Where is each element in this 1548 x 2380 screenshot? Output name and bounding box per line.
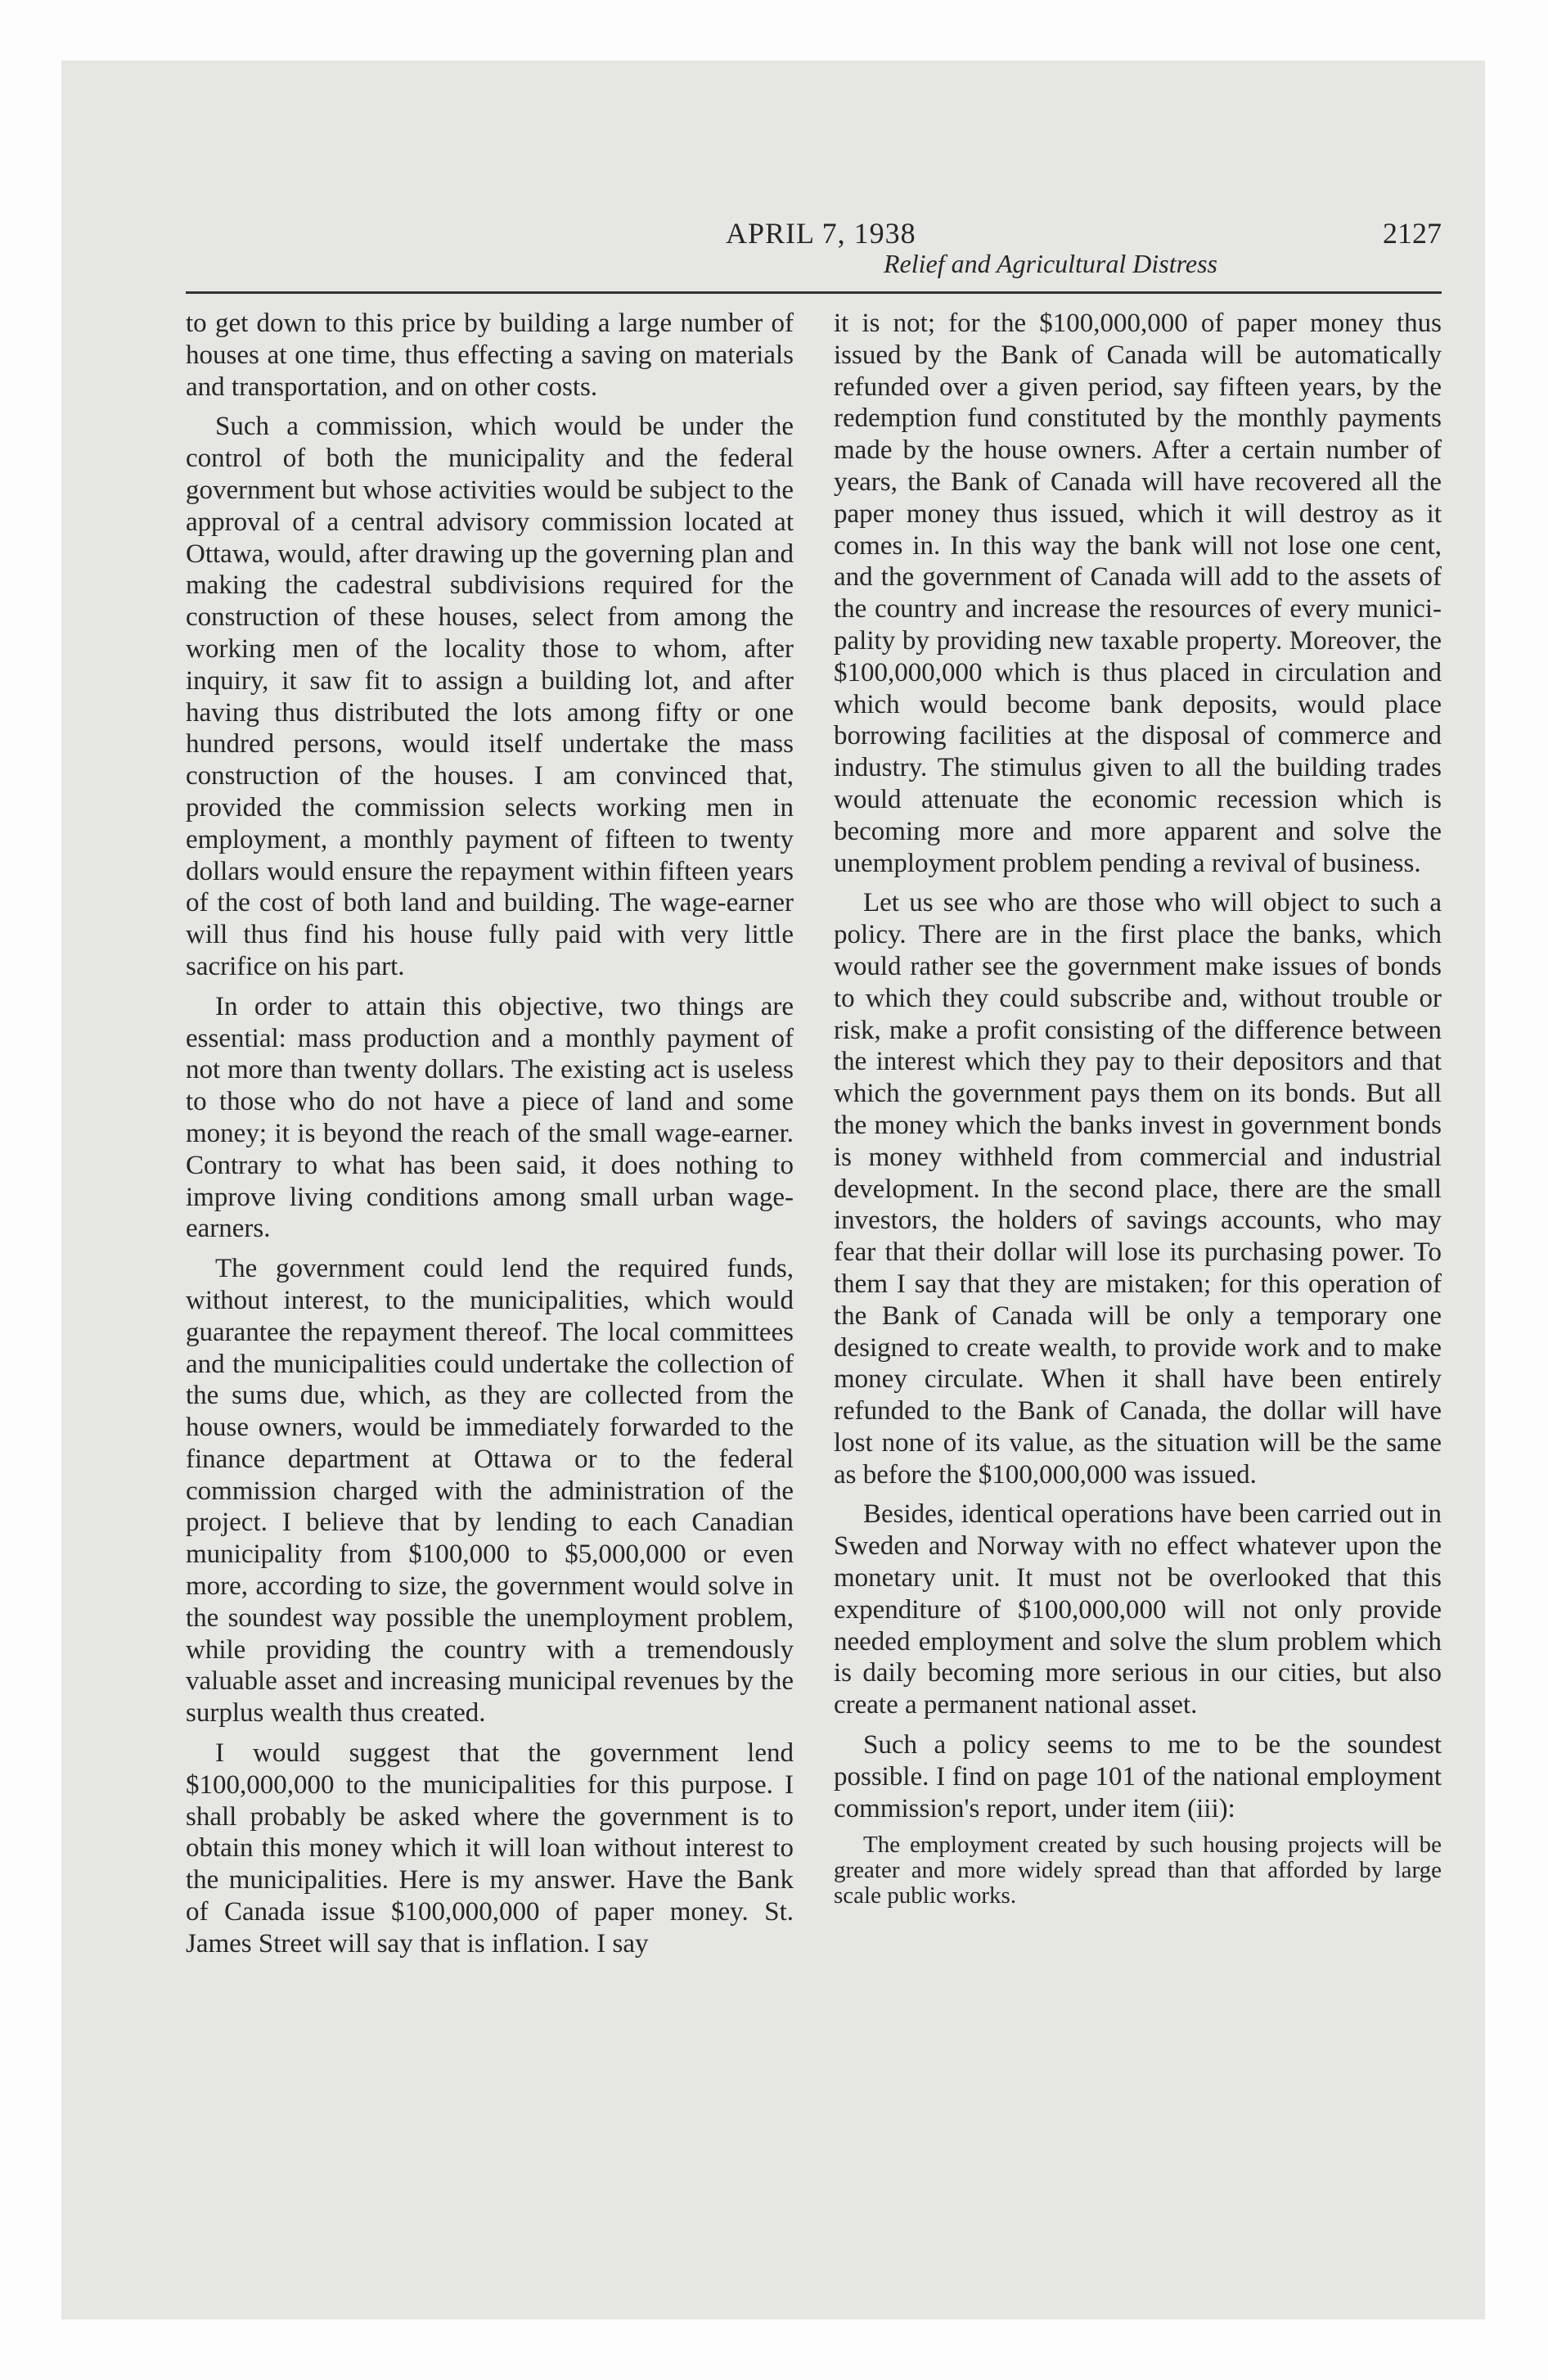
right-column bbox=[834, 308, 1442, 1968]
page-number: 2127 bbox=[1383, 217, 1442, 250]
running-head-date: APRIL 7, 1938 bbox=[726, 217, 916, 250]
paragraph: The government could lend the required funds, without interest, to the municipalities, which would guarantee the repayment thereof. The local committees and the municipalities could undertake the collection of the sums due, which, as they are collected from the house owners, would be immediately forwarded to the finance department at Ottawa or to the federal commission charged with the administration of the project. I believe that by lending to each Canadian municipality from $100,000 to $5,000,000 or even more, according to size, the government would solve in the soundest way possible the unemployment problem, while providing the country with a tremendously valuable asset and increasing municipal revenues by the surplus wealth thus created. bbox=[186, 1254, 794, 1729]
left-column bbox=[186, 308, 794, 1968]
section-title: Relief and Agricultural Distress bbox=[884, 249, 1217, 278]
block-quote: The employment created by such housing projects will be greater and more widely spread than that afforded by large scale public works. bbox=[834, 1832, 1442, 1909]
paragraph: I would suggest that the government lend $100,000,000 to the municipalities for this purpose. I shall probably be asked where the government is to obtain this money which it will loan without interest to the municipalities. Here is my answer. Have the Bank of Canada issue $100,000,000 of paper money. St. James Street will say that is inflation. I say bbox=[186, 1738, 794, 1959]
scanned-page bbox=[61, 61, 1485, 2319]
paragraph: In order to attain this objective, two things are essential: mass production and a monthly payment of not more than twenty dollars. The existing act is useless to those who do not have a piece of land and some money; it is beyond the reach of the small wage-earner. Contrary to what has been said, it does nothing to improve living conditions among small urban wage-earners. bbox=[186, 991, 794, 1244]
page-header bbox=[186, 216, 1442, 290]
paragraph: Such a policy seems to me to be the soundest possible. I find on page 101 of the national employment commission's report, under item (iii): bbox=[834, 1730, 1442, 1823]
paragraph: Let us see who are those who will object to such a policy. There are in the first place the banks, which would rather see the government make issues of bonds to which they could subscribe and, without trouble or risk, make a profit consisting of the difference between the interest which they pay to their depositors and that which the government pays them on its bonds. But all the money which the banks invest in government bonds is money withheld from commercial and industrial development. In the second place, there are the small investors, the holders of savings accounts, who may fear that their dollar will lose its purchasing power. To them I say that they are mistaken; for this operation of the Bank of Canada will be only a temporary one designed to create wealth, to provide work and to make money circulate. When it shall have been entirely refunded to the Bank of Canada, the dollar will have lost none of its value, as the situation will be the same as before the $100,000,000 was issued. bbox=[834, 888, 1442, 1490]
paragraph: Such a commission, which would be under the control of both the municipality and the federal government but whose activities would be subject to the approval of a central advisory commission located at Ottawa, would, after drawing up the governing plan and making the cadestral subdivisions required for the construction of these houses, select from among the working men of the locality those to whom, after inquiry, it saw fit to assign a building lot, and after having thus distributed the lots among fifty or one hundred persons, would itself undertake the mass construction of the houses. I am convinced that, provided the commission selects working men in employment, a monthly payment of fifteen to twenty dollars would ensure the repayment within fifteen years of the cost of both land and building. The wage-earner will thus find his house fully paid with very little sacrifice on his part. bbox=[186, 412, 794, 981]
paragraph: Besides, identical operations have been carried out in Sweden and Norway with no effect whatever upon the monetary unit. It must not be overlooked that this expenditure of $100,000,000 will not only provide needed employment and solve the slum problem which is daily becoming more serious in our cities, but also create a permanent national asset. bbox=[834, 1499, 1442, 1720]
header-rule bbox=[186, 291, 1442, 294]
paragraph: to get down to this price by building a large number of houses at one time, thus effecting a saving on materials and transportation, and on other costs. bbox=[186, 309, 794, 402]
paragraph: it is not; for the $100,000,000 of paper money thus issued by the Bank of Canada will be automatically refunded over a given period, say fifteen years, by the redemption fund constituted by the monthly payments made by the house owners. After a certain number of years, the Bank of Canada will have recovered all the paper money thus issued, which it will destroy as it comes in. In this way the bank will not lose one cent, and the government of Canada will add to the assets of the country and increase the resources of every municipality by providing new taxable property. Moreover, the $100,000,000 which is thus placed in circulation and which would become bank deposits, would place borrowing facilities at the disposal of commerce and industry. The stimulus given to all the building trades would attenuate the economic recession which is becoming more and more apparent and solve the unemployment problem pending a revival of business. bbox=[834, 309, 1442, 878]
page-content bbox=[186, 216, 1442, 1959]
text-columns bbox=[186, 308, 1442, 1968]
